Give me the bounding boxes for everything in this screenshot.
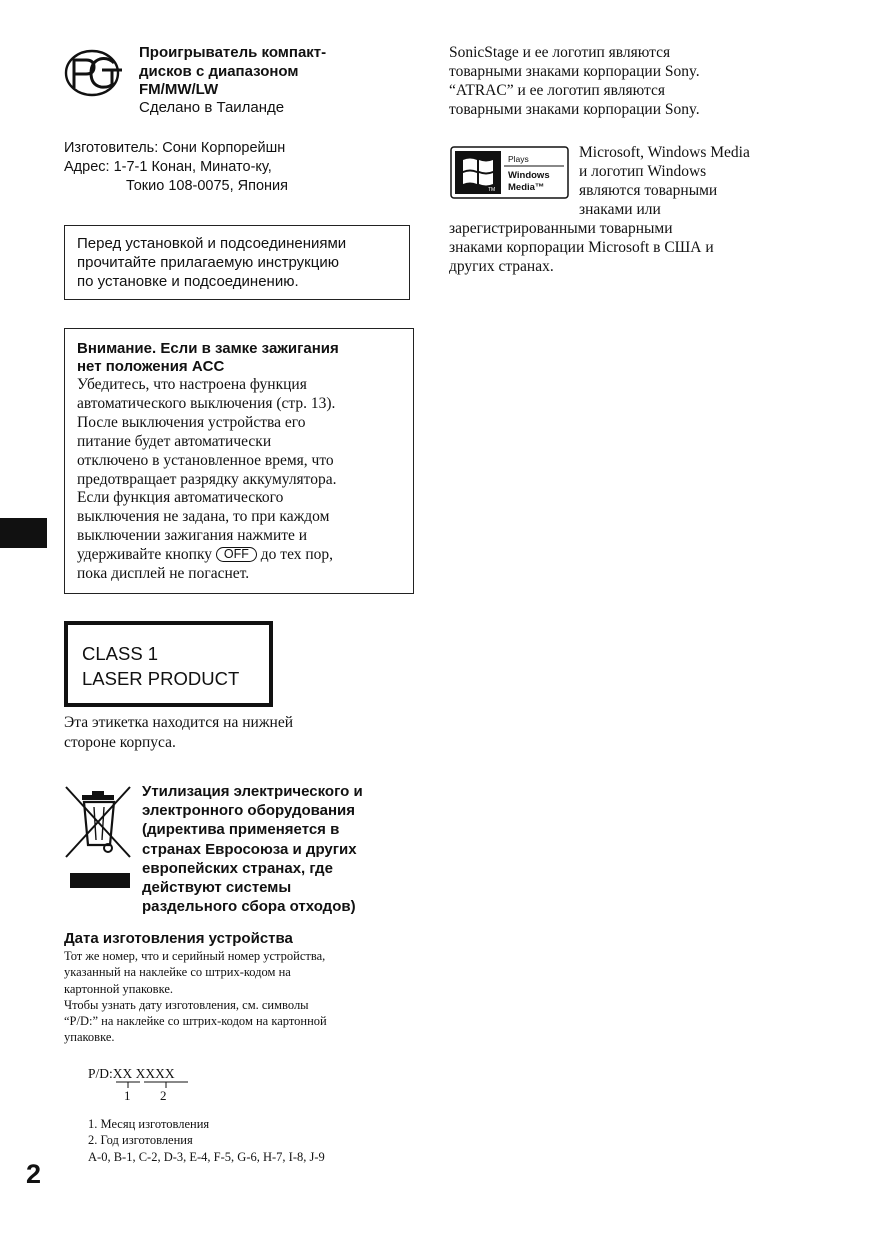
caution-text-line: предотвращает разрядку аккумулятора. <box>77 470 337 488</box>
date-text-line: упаковке. <box>64 1030 115 1045</box>
caution-title-line: нет положения ACC <box>77 358 225 375</box>
date-text-line: указанный на наклейке со штрих-кодом на <box>64 965 291 980</box>
caution-text-line <box>77 546 401 565</box>
weee-bin-icon <box>64 785 134 890</box>
laser-product-text: LASER PRODUCT <box>82 668 240 689</box>
address-line: Токио 108-0075, Япония <box>126 178 289 194</box>
trademark-line: товарными знаками корпорации Sony. <box>449 63 700 80</box>
logo-windows-text: Windows <box>508 170 550 181</box>
caution-text-line: Если функция автоматического <box>77 489 284 507</box>
manufacture-date-text <box>64 948 327 1046</box>
ms-trademark-line: зарегистрированными товарными <box>449 220 673 237</box>
legend-line: A-0, B-1, C-2, D-3, E-4, F-5, G-6, H-7, I-8, J-9 <box>88 1149 325 1164</box>
page-number: 2 <box>26 1159 42 1189</box>
ms-trademark-line: и логотип Windows <box>579 163 707 180</box>
microsoft-trademarks-continued <box>449 219 714 276</box>
manufacturer-line: Изготовитель: Сони Корпорейшн <box>64 140 286 156</box>
logo-media-text: Media™ <box>508 182 545 193</box>
date-text-line: картонной упаковке. <box>64 981 174 996</box>
made-in-text: Сделано в Таиланде <box>139 99 285 116</box>
caution-text-fragment: до тех пор, <box>260 546 334 564</box>
certification-mark-icon <box>64 48 126 98</box>
laser-class-text: CLASS 1 <box>82 643 159 664</box>
legend-line: 2. Год изготовления <box>88 1133 193 1148</box>
product-title-line: FM/MW/LW <box>139 81 219 98</box>
caution-text-line: пока дисплей не погаснет. <box>77 565 250 583</box>
weee-text-line: действуют системы <box>142 879 292 897</box>
install-notice-line: по установке и подсоединению. <box>77 273 299 290</box>
caution-text-line: автоматического выключения (стр. 13). <box>77 394 336 412</box>
weee-disposal-text <box>142 782 363 916</box>
weee-text-line: странах Евросоюза и других <box>142 840 357 858</box>
label-location-note <box>64 713 293 753</box>
caution-title <box>77 340 401 376</box>
caution-text-line: выключении зажигания нажмите и <box>77 527 308 545</box>
manufacture-date-heading: Дата изготовления устройства <box>64 930 293 947</box>
trademark-line: SonicStage и ее логотип являются <box>449 44 671 61</box>
caution-text-line: выключения не задана, то при каждом <box>77 508 330 526</box>
pd-year: XXXX <box>135 1066 175 1081</box>
label-note-line: Эта этикетка находится на нижней <box>64 714 294 731</box>
address-line: Адрес: 1-7-1 Конан, Минато-ку, <box>64 159 272 175</box>
plays-windows-media-logo <box>450 146 570 200</box>
off-button-symbol: OFF <box>216 547 257 562</box>
pd-index-2: 2 <box>160 1088 167 1103</box>
date-text-line: “P/D:” на наклейке со штрих-кодом на картонной <box>64 1014 327 1029</box>
ms-trademark-line: знаками корпорации Microsoft в США и <box>449 239 714 256</box>
weee-text-line: Утилизация электрического и <box>142 783 363 800</box>
ms-trademark-line: знаками или <box>579 201 661 218</box>
label-note-line: стороне корпуса. <box>64 734 176 751</box>
caution-title-line: Внимание. Если в замке зажигания <box>77 340 339 357</box>
pd-month: XX <box>112 1066 133 1081</box>
caution-text-line: отключено в установленное время, что <box>77 451 334 469</box>
pd-legend <box>88 1116 325 1165</box>
section-tab-marker <box>0 518 47 548</box>
trademark-line: товарными знаками корпорации Sony. <box>449 101 700 118</box>
weee-text-line: (директива применяется в <box>142 821 340 839</box>
caution-text-fragment: удерживайте кнопку <box>77 546 213 564</box>
ms-trademark-line: других странах. <box>449 258 554 275</box>
install-notice-line: прочитайте прилагаемую инструкцию <box>77 254 339 271</box>
weee-text-line: электронного оборудования <box>142 802 356 820</box>
weee-text-line: европейских странах, где <box>142 859 333 877</box>
laser-product-label <box>64 621 273 707</box>
caution-text-line: Убедитесь, что настроена функция <box>77 376 307 393</box>
caution-text-line: После выключения устройства его <box>77 413 306 431</box>
pd-index-1: 1 <box>124 1088 131 1103</box>
trademark-line: “ATRAC” и ее логотип являются <box>449 82 665 99</box>
product-title <box>139 44 326 100</box>
ms-trademark-line: Microsoft, Windows Media <box>579 144 750 161</box>
caution-text-line: питание будет автоматически <box>77 432 272 450</box>
pd-prefix: P/D: <box>88 1066 113 1081</box>
sony-trademarks-text <box>449 43 700 119</box>
product-title-line: дисков с диапазоном <box>139 62 299 80</box>
install-notice-line: Перед установкой и подсоединениями <box>77 235 347 252</box>
ms-trademark-line: являются товарными <box>579 182 718 199</box>
microsoft-trademarks-text <box>579 143 750 219</box>
date-text-line: Чтобы узнать дату изготовления, см. символы <box>64 997 309 1012</box>
date-text-line: Тот же номер, что и серийный номер устройства, <box>64 949 326 963</box>
legend-line: 1. Месяц изготовления <box>88 1117 210 1131</box>
manufacturer-info <box>64 139 288 196</box>
caution-box <box>64 328 414 594</box>
logo-tm-text: TM <box>488 187 496 193</box>
weee-text-line: раздельного сбора отходов) <box>142 898 356 916</box>
logo-plays-text: Plays <box>508 154 529 164</box>
install-notice-box <box>64 225 410 300</box>
product-title-line: Проигрыватель компакт- <box>139 44 327 61</box>
caution-text <box>77 376 401 584</box>
